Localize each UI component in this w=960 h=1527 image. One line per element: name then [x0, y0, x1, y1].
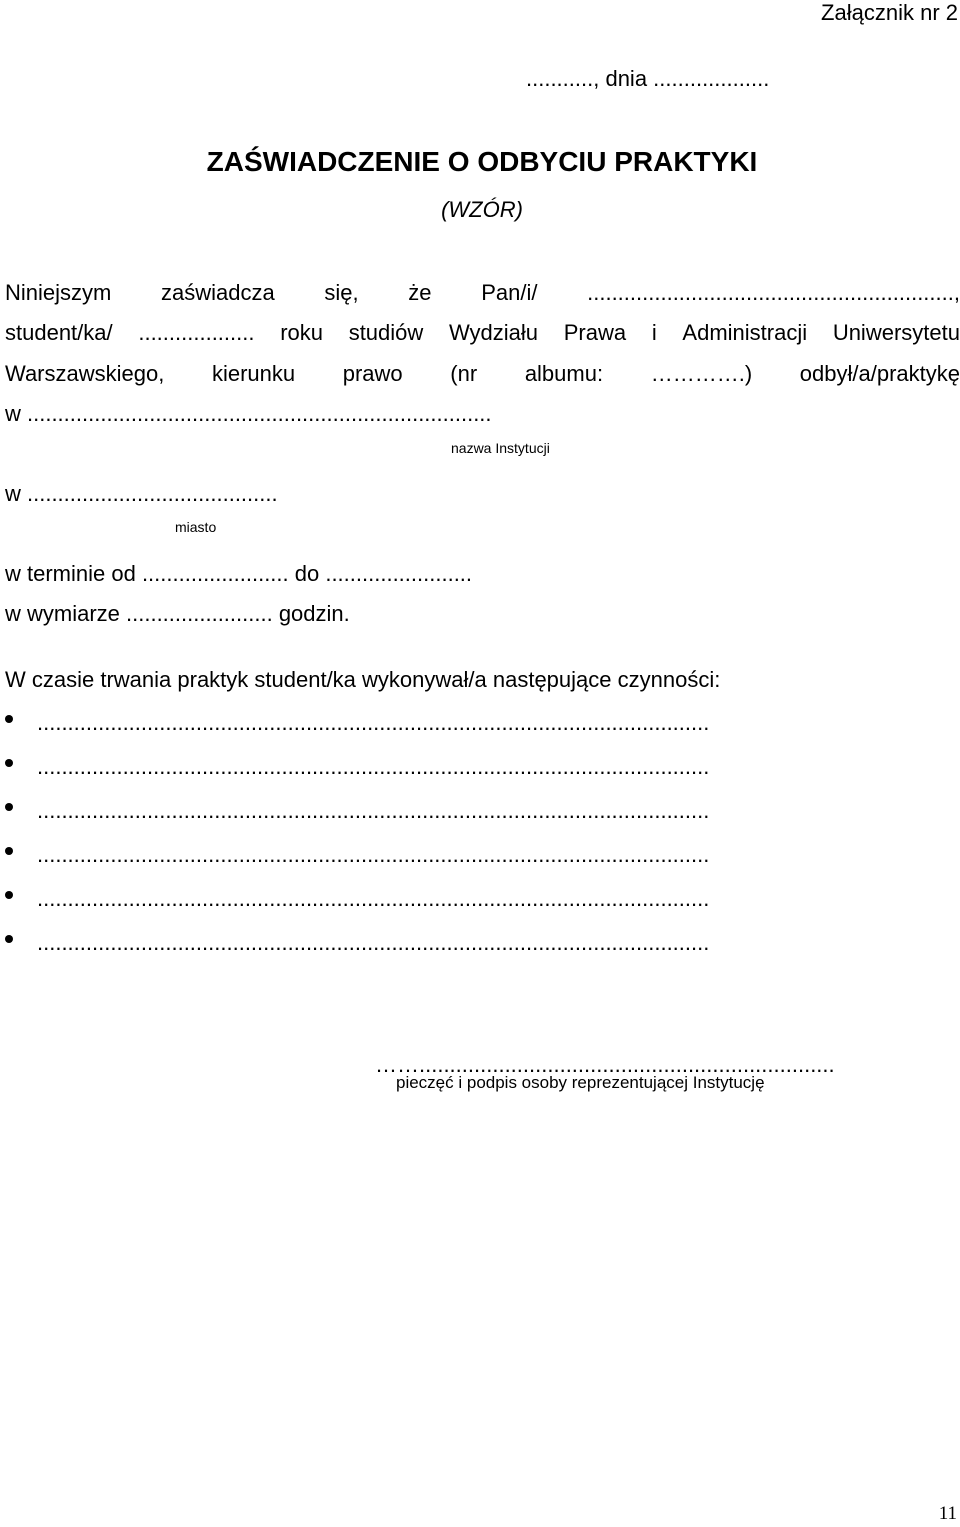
- document-title: ZAŚWIADCZENIE O ODBYCIU PRAKTYKI: [206, 146, 758, 177]
- paragraph-word: odbył/a/praktykę: [799, 361, 960, 386]
- paragraph-word: Warszawskiego,: [5, 361, 165, 386]
- annex-label: Załącznik nr 2: [821, 0, 958, 25]
- paragraph-word: prawo: [342, 361, 403, 386]
- signature-line: ……....................................................................: [375, 1052, 835, 1077]
- city-caption: miasto: [175, 519, 217, 535]
- internship-period-line: w terminie od ........................ do ........................: [5, 561, 473, 586]
- certificate-paragraph-line-2: [5, 320, 960, 346]
- signature-caption: pieczęć i podpis osoby reprezentującej Instytucję: [396, 1073, 765, 1092]
- certificate-paragraph-line-1: [5, 280, 960, 306]
- activity-blank: ..............................................................................................................: [37, 886, 710, 911]
- activity-item: [5, 756, 709, 800]
- activity-item: [5, 800, 709, 844]
- paragraph-word: się,: [324, 280, 359, 305]
- activity-item: [5, 844, 709, 888]
- activity-blank: ..............................................................................................................: [37, 842, 710, 867]
- bullet-icon: [5, 803, 13, 811]
- internship-hours-line: w wymiarze ........................ godzin.: [5, 601, 350, 626]
- paragraph-word: studiów: [348, 320, 424, 345]
- paragraph-word: Uniwersytetu: [832, 320, 960, 345]
- city-line: w .........................................: [5, 481, 278, 506]
- paragraph-word: że: [408, 280, 432, 305]
- paragraph-word: (nr: [450, 361, 478, 386]
- bullet-icon: [5, 935, 13, 943]
- bullet-icon: [5, 891, 13, 899]
- paragraph-word: zaświadcza: [161, 280, 275, 305]
- paragraph-word: i: [651, 320, 657, 345]
- paragraph-word: Prawa: [563, 320, 627, 345]
- bullet-icon: [5, 715, 13, 723]
- paragraph-word: Niniejszym: [5, 280, 112, 305]
- activity-blank: ..............................................................................................................: [37, 754, 710, 779]
- activity-item: [5, 932, 709, 976]
- institution-name-caption: nazwa Instytucji: [451, 440, 550, 456]
- bullet-icon: [5, 847, 13, 855]
- activity-blank: ..............................................................................................................: [37, 710, 710, 735]
- institution-name-line: w ............................................................................: [5, 401, 492, 426]
- page-number: 11: [938, 1503, 957, 1524]
- paragraph-word: Pan/i/: [481, 280, 538, 305]
- activities-heading: W czasie trwania praktyk student/ka wykonywał/a następujące czynności:: [5, 667, 721, 692]
- paragraph-word: roku: [280, 320, 323, 345]
- student-name-blank: ............................................................,: [587, 280, 960, 305]
- activity-blank: ..............................................................................................................: [37, 930, 710, 955]
- paragraph-word: student/ka/: [5, 320, 113, 345]
- bullet-icon: [5, 759, 13, 767]
- activities-list: [5, 712, 709, 976]
- activity-item: [5, 888, 709, 932]
- paragraph-word: Administracji: [682, 320, 808, 345]
- place-date-line: ..........., dnia ...................: [526, 66, 770, 91]
- activity-item: [5, 712, 709, 756]
- study-year-blank: ...................: [138, 320, 255, 345]
- album-number-blank: ………….): [650, 361, 753, 386]
- paragraph-word: Wydziału: [448, 320, 539, 345]
- certificate-paragraph-line-3: [5, 361, 960, 387]
- activity-blank: ..............................................................................................................: [37, 798, 710, 823]
- paragraph-word: kierunku: [211, 361, 296, 386]
- document-subtitle: (WZÓR): [441, 197, 523, 222]
- paragraph-word: albumu:: [524, 361, 604, 386]
